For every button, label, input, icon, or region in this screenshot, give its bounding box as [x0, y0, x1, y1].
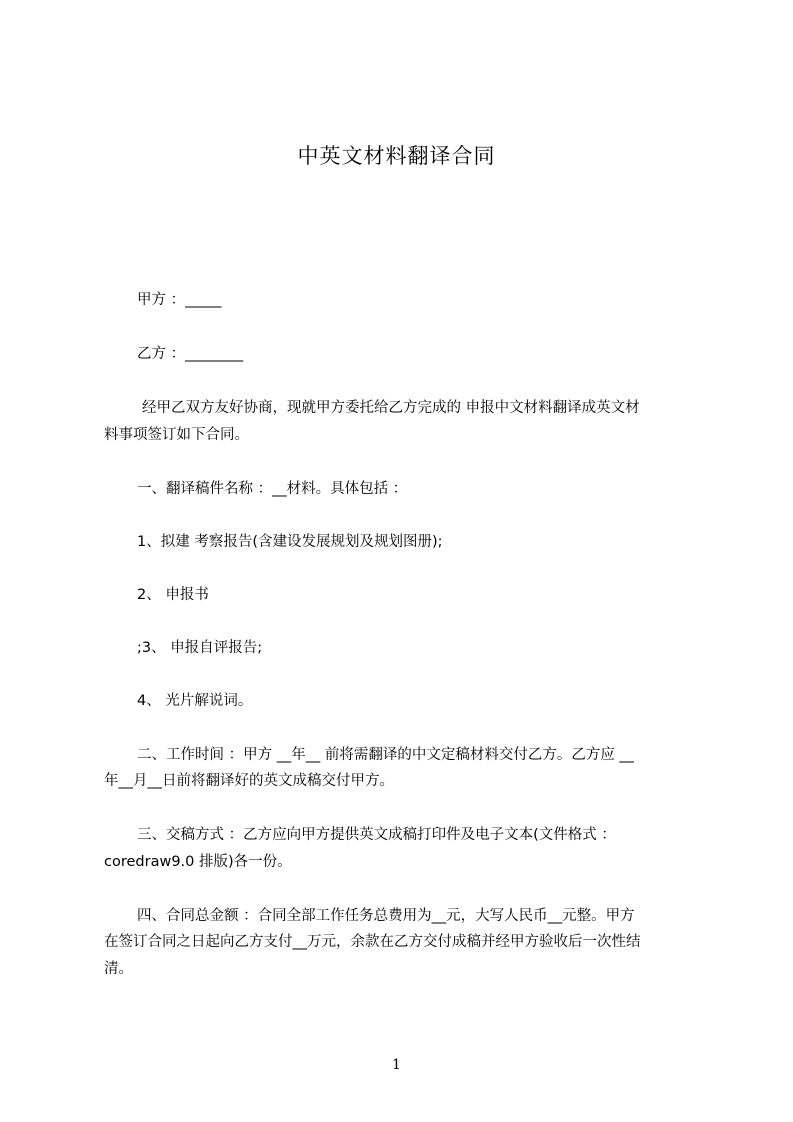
list-item-2: 2、 申报书 [137, 587, 209, 603]
section-2-line-2: 年__月__日前将翻译好的英文成稿交付甲方。 [104, 773, 394, 789]
page-number: 1 [392, 1057, 401, 1073]
intro-paragraph-line-2: 料事项签订如下合同。 [104, 427, 249, 443]
list-item-1: 1、拟建 考察报告(含建设发展规划及规划图册); [137, 534, 443, 550]
party-b-line: 乙方 ：________ [137, 346, 244, 362]
intro-paragraph-line-1: 经甲乙双方友好协商，现就甲方委托给乙方完成的 申报中文材料翻译成英文材 [142, 400, 640, 416]
section-3-line-1: 三、交稿方式 ：乙方应向甲方提供英文成稿打印件及电子文本(文件格式 ： [137, 827, 616, 843]
list-item-4: 4、 光片解说词。 [137, 693, 253, 709]
document-title: 中英文材料翻译合同 [297, 144, 496, 168]
party-a-line: 甲方 ：_____ [137, 292, 222, 308]
section-2-line-1: 二、工作时间 ：甲方 __年__ 前将需翻译的中文定稿材料交付乙方。乙方应 __ [137, 747, 634, 763]
section-4-line-3: 清。 [104, 961, 133, 977]
list-item-3: ;3、 申报自评报告; [137, 640, 263, 656]
section-1-heading: 一、翻译稿件名称 ：__材料。具体包括 ： [137, 481, 408, 497]
section-4-line-2: 在签订合同之日起向乙方支付__万元，余款在乙方交付成稿并经甲方验收后一次性结 [104, 934, 641, 950]
section-4-line-1: 四、合同总金额 ：合同全部工作任务总费用为__元，大写人民币__元整。甲方 [137, 908, 635, 924]
section-3-line-2: coredraw9.0 排版)各一份。 [104, 854, 292, 870]
